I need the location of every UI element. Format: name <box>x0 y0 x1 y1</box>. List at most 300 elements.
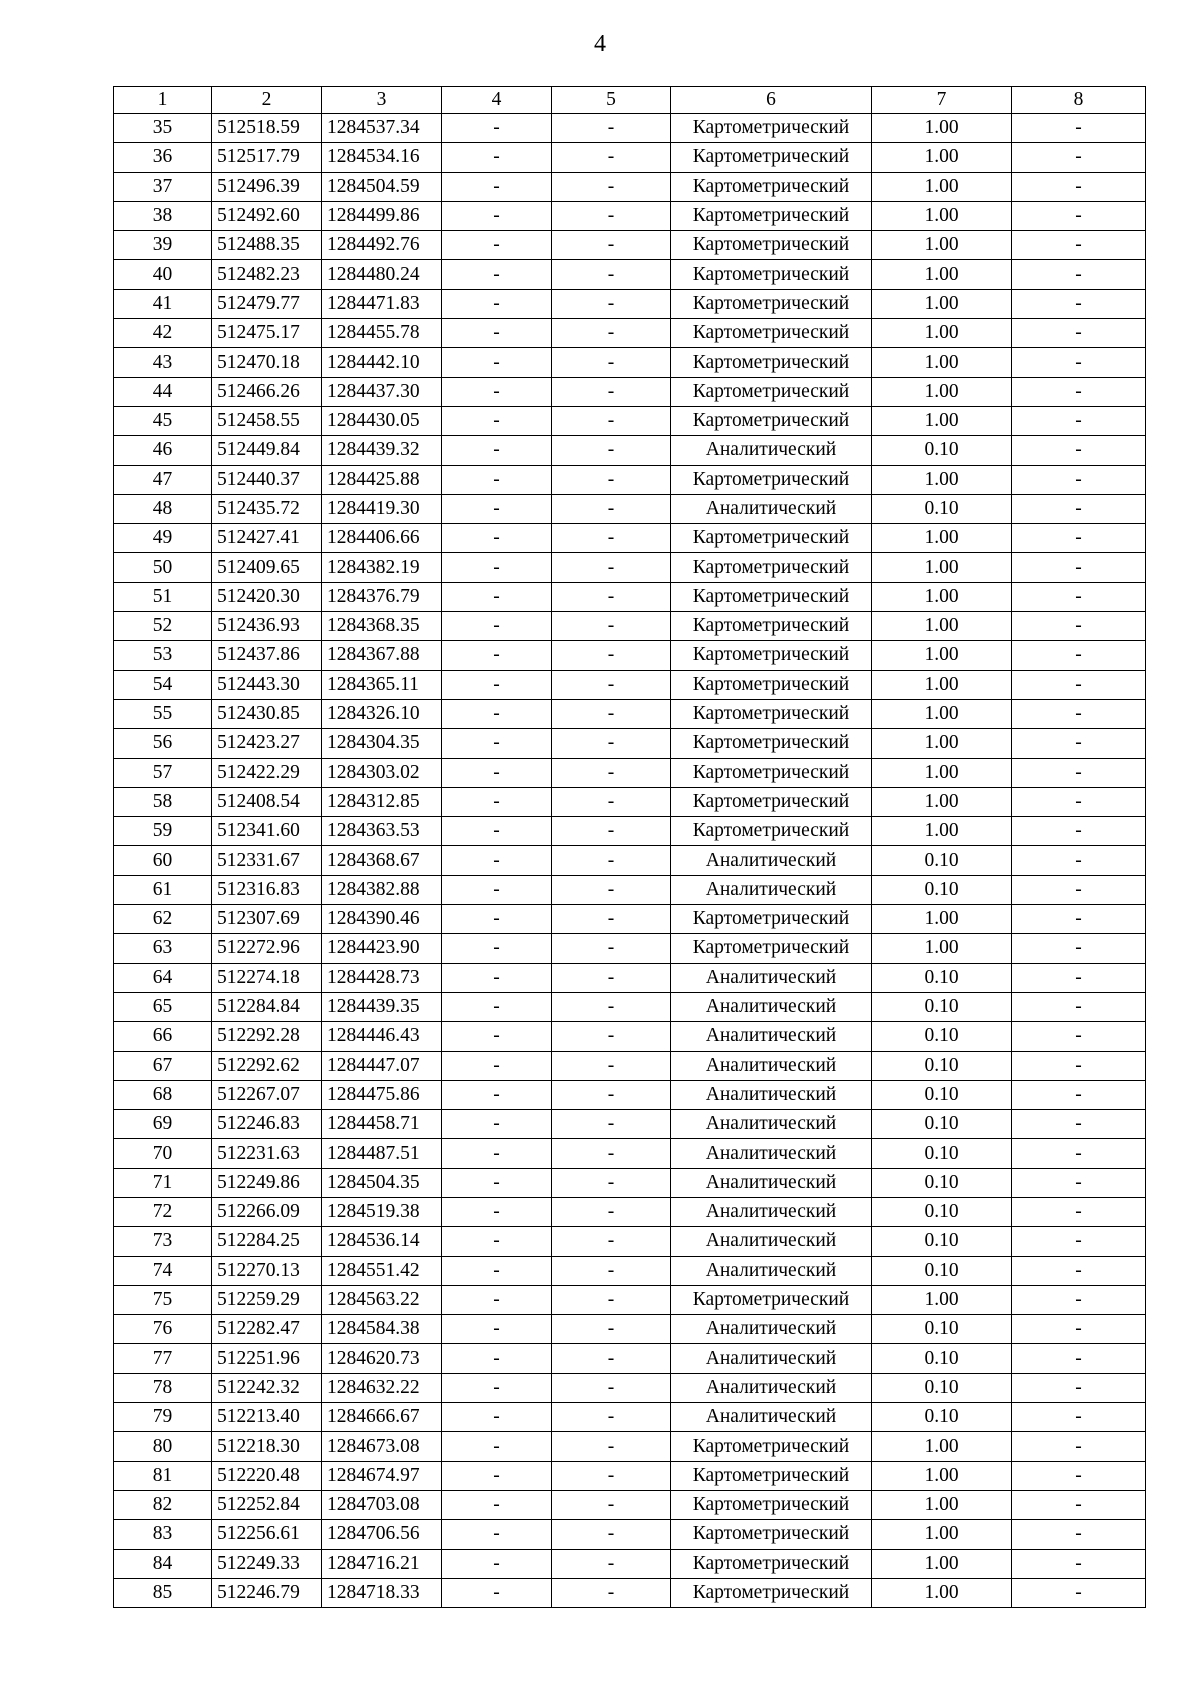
point-number-cell: 76 <box>114 1315 212 1344</box>
table-row <box>114 875 1146 904</box>
method-cell: Картометрический <box>671 582 872 611</box>
x-coordinate-cell: 512242.32 <box>212 1373 322 1402</box>
col-4-value-cell: - <box>442 1315 552 1344</box>
x-coordinate-cell: 512316.83 <box>212 875 322 904</box>
point-number-cell: 51 <box>114 582 212 611</box>
accuracy-cell: 1.00 <box>872 758 1012 787</box>
method-cell: Картометрический <box>671 1520 872 1549</box>
y-coordinate-cell: 1284716.21 <box>322 1549 442 1578</box>
col-5-value-cell: - <box>552 143 671 172</box>
point-number-cell: 60 <box>114 846 212 875</box>
point-number-cell: 57 <box>114 758 212 787</box>
point-number-cell: 67 <box>114 1051 212 1080</box>
x-coordinate-cell: 512437.86 <box>212 641 322 670</box>
col-8-value-cell: - <box>1012 1197 1146 1226</box>
col-4-value-cell: - <box>442 758 552 787</box>
point-number-cell: 54 <box>114 670 212 699</box>
y-coordinate-cell: 1284437.30 <box>322 377 442 406</box>
point-number-cell: 39 <box>114 231 212 260</box>
accuracy-cell: 1.00 <box>872 289 1012 318</box>
accuracy-cell: 0.10 <box>872 1373 1012 1402</box>
point-number-cell: 72 <box>114 1197 212 1226</box>
y-coordinate-cell: 1284363.53 <box>322 817 442 846</box>
point-number-cell: 83 <box>114 1520 212 1549</box>
point-number-cell: 56 <box>114 729 212 758</box>
col-4-value-cell: - <box>442 1403 552 1432</box>
table-row <box>114 934 1146 963</box>
x-coordinate-cell: 512475.17 <box>212 319 322 348</box>
col-5-value-cell: - <box>552 846 671 875</box>
y-coordinate-cell: 1284499.86 <box>322 201 442 230</box>
point-number-cell: 44 <box>114 377 212 406</box>
y-coordinate-cell: 1284367.88 <box>322 641 442 670</box>
col-5-value-cell: - <box>552 436 671 465</box>
col-8-value-cell: - <box>1012 699 1146 728</box>
x-coordinate-cell: 512249.86 <box>212 1168 322 1197</box>
col-8-value-cell: - <box>1012 817 1146 846</box>
coordinates-table <box>113 86 1146 1608</box>
table-row <box>114 436 1146 465</box>
col-4-value-cell: - <box>442 729 552 758</box>
method-cell: Картометрический <box>671 1578 872 1607</box>
y-coordinate-cell: 1284425.88 <box>322 465 442 494</box>
col-5-value-cell: - <box>552 641 671 670</box>
table-row <box>114 582 1146 611</box>
y-coordinate-cell: 1284447.07 <box>322 1051 442 1080</box>
col-5-value-cell: - <box>552 524 671 553</box>
accuracy-cell: 1.00 <box>872 319 1012 348</box>
col-4-value-cell: - <box>442 699 552 728</box>
col-4-value-cell: - <box>442 1227 552 1256</box>
point-number-cell: 62 <box>114 905 212 934</box>
col-8-value-cell: - <box>1012 553 1146 582</box>
col-5-value-cell: - <box>552 817 671 846</box>
col-5-value-cell: - <box>552 260 671 289</box>
table-row <box>114 231 1146 260</box>
point-number-cell: 50 <box>114 553 212 582</box>
method-cell: Картометрический <box>671 465 872 494</box>
col-4-value-cell: - <box>442 348 552 377</box>
x-coordinate-cell: 512259.29 <box>212 1285 322 1314</box>
accuracy-cell: 0.10 <box>872 494 1012 523</box>
method-cell: Аналитический <box>671 1373 872 1402</box>
table-row <box>114 817 1146 846</box>
y-coordinate-cell: 1284504.35 <box>322 1168 442 1197</box>
accuracy-cell: 0.10 <box>872 1403 1012 1432</box>
method-cell: Картометрический <box>671 1461 872 1490</box>
col-8-value-cell: - <box>1012 670 1146 699</box>
point-number-cell: 45 <box>114 406 212 435</box>
accuracy-cell: 1.00 <box>872 172 1012 201</box>
accuracy-cell: 0.10 <box>872 963 1012 992</box>
method-cell: Картометрический <box>671 758 872 787</box>
x-coordinate-cell: 512341.60 <box>212 817 322 846</box>
col-5-value-cell: - <box>552 905 671 934</box>
table-row <box>114 1373 1146 1402</box>
table-row <box>114 1432 1146 1461</box>
y-coordinate-cell: 1284326.10 <box>322 699 442 728</box>
col-8-value-cell: - <box>1012 992 1146 1021</box>
method-cell: Картометрический <box>671 905 872 934</box>
x-coordinate-cell: 512292.62 <box>212 1051 322 1080</box>
y-coordinate-cell: 1284312.85 <box>322 787 442 816</box>
table-row <box>114 1285 1146 1314</box>
point-number-cell: 49 <box>114 524 212 553</box>
col-4-value-cell: - <box>442 1110 552 1139</box>
table-row <box>114 289 1146 318</box>
header-cell-5: 5 <box>552 87 671 114</box>
col-8-value-cell: - <box>1012 465 1146 494</box>
method-cell: Картометрический <box>671 641 872 670</box>
col-4-value-cell: - <box>442 260 552 289</box>
point-number-cell: 36 <box>114 143 212 172</box>
col-5-value-cell: - <box>552 729 671 758</box>
col-4-value-cell: - <box>442 1344 552 1373</box>
point-number-cell: 81 <box>114 1461 212 1490</box>
col-5-value-cell: - <box>552 114 671 143</box>
table-row <box>114 992 1146 1021</box>
col-8-value-cell: - <box>1012 1227 1146 1256</box>
point-number-cell: 71 <box>114 1168 212 1197</box>
point-number-cell: 73 <box>114 1227 212 1256</box>
x-coordinate-cell: 512449.84 <box>212 436 322 465</box>
accuracy-cell: 0.10 <box>872 1197 1012 1226</box>
table-row <box>114 260 1146 289</box>
col-5-value-cell: - <box>552 787 671 816</box>
col-5-value-cell: - <box>552 992 671 1021</box>
accuracy-cell: 1.00 <box>872 377 1012 406</box>
accuracy-cell: 1.00 <box>872 348 1012 377</box>
col-5-value-cell: - <box>552 758 671 787</box>
x-coordinate-cell: 512430.85 <box>212 699 322 728</box>
point-number-cell: 46 <box>114 436 212 465</box>
col-4-value-cell: - <box>442 1168 552 1197</box>
table-row <box>114 1344 1146 1373</box>
col-4-value-cell: - <box>442 1578 552 1607</box>
point-number-cell: 53 <box>114 641 212 670</box>
x-coordinate-cell: 512409.65 <box>212 553 322 582</box>
y-coordinate-cell: 1284439.32 <box>322 436 442 465</box>
table-header <box>114 87 1146 114</box>
col-5-value-cell: - <box>552 201 671 230</box>
y-coordinate-cell: 1284563.22 <box>322 1285 442 1314</box>
col-5-value-cell: - <box>552 231 671 260</box>
col-8-value-cell: - <box>1012 1080 1146 1109</box>
col-8-value-cell: - <box>1012 582 1146 611</box>
accuracy-cell: 1.00 <box>872 406 1012 435</box>
accuracy-cell: 0.10 <box>872 1168 1012 1197</box>
col-8-value-cell: - <box>1012 1344 1146 1373</box>
col-4-value-cell: - <box>442 553 552 582</box>
table-row <box>114 846 1146 875</box>
table-row <box>114 494 1146 523</box>
col-8-value-cell: - <box>1012 231 1146 260</box>
accuracy-cell: 0.10 <box>872 1080 1012 1109</box>
method-cell: Картометрический <box>671 934 872 963</box>
col-4-value-cell: - <box>442 846 552 875</box>
method-cell: Картометрический <box>671 524 872 553</box>
col-4-value-cell: - <box>442 787 552 816</box>
col-8-value-cell: - <box>1012 1315 1146 1344</box>
method-cell: Картометрический <box>671 612 872 641</box>
table-row <box>114 377 1146 406</box>
col-4-value-cell: - <box>442 1285 552 1314</box>
method-cell: Картометрический <box>671 231 872 260</box>
col-8-value-cell: - <box>1012 524 1146 553</box>
y-coordinate-cell: 1284537.34 <box>322 114 442 143</box>
col-4-value-cell: - <box>442 1461 552 1490</box>
accuracy-cell: 1.00 <box>872 1461 1012 1490</box>
accuracy-cell: 0.10 <box>872 1051 1012 1080</box>
col-8-value-cell: - <box>1012 172 1146 201</box>
x-coordinate-cell: 512282.47 <box>212 1315 322 1344</box>
point-number-cell: 69 <box>114 1110 212 1139</box>
col-5-value-cell: - <box>552 465 671 494</box>
point-number-cell: 84 <box>114 1549 212 1578</box>
accuracy-cell: 1.00 <box>872 114 1012 143</box>
x-coordinate-cell: 512331.67 <box>212 846 322 875</box>
method-cell: Картометрический <box>671 699 872 728</box>
col-5-value-cell: - <box>552 1139 671 1168</box>
col-8-value-cell: - <box>1012 1490 1146 1519</box>
col-5-value-cell: - <box>552 699 671 728</box>
method-cell: Картометрический <box>671 172 872 201</box>
col-4-value-cell: - <box>442 231 552 260</box>
col-4-value-cell: - <box>442 670 552 699</box>
point-number-cell: 66 <box>114 1022 212 1051</box>
table-row <box>114 787 1146 816</box>
col-4-value-cell: - <box>442 992 552 1021</box>
method-cell: Картометрический <box>671 201 872 230</box>
col-8-value-cell: - <box>1012 612 1146 641</box>
col-4-value-cell: - <box>442 1490 552 1519</box>
col-4-value-cell: - <box>442 143 552 172</box>
y-coordinate-cell: 1284442.10 <box>322 348 442 377</box>
accuracy-cell: 1.00 <box>872 787 1012 816</box>
col-5-value-cell: - <box>552 289 671 318</box>
table-row <box>114 670 1146 699</box>
x-coordinate-cell: 512270.13 <box>212 1256 322 1285</box>
y-coordinate-cell: 1284551.42 <box>322 1256 442 1285</box>
x-coordinate-cell: 512435.72 <box>212 494 322 523</box>
accuracy-cell: 1.00 <box>872 934 1012 963</box>
point-number-cell: 78 <box>114 1373 212 1402</box>
y-coordinate-cell: 1284706.56 <box>322 1520 442 1549</box>
col-4-value-cell: - <box>442 1080 552 1109</box>
table-row <box>114 1315 1146 1344</box>
col-8-value-cell: - <box>1012 875 1146 904</box>
col-8-value-cell: - <box>1012 846 1146 875</box>
y-coordinate-cell: 1284446.43 <box>322 1022 442 1051</box>
col-4-value-cell: - <box>442 172 552 201</box>
method-cell: Аналитический <box>671 436 872 465</box>
y-coordinate-cell: 1284504.59 <box>322 172 442 201</box>
accuracy-cell: 1.00 <box>872 260 1012 289</box>
accuracy-cell: 0.10 <box>872 1139 1012 1168</box>
method-cell: Картометрический <box>671 377 872 406</box>
table-row <box>114 1403 1146 1432</box>
col-4-value-cell: - <box>442 1373 552 1402</box>
col-8-value-cell: - <box>1012 1168 1146 1197</box>
col-8-value-cell: - <box>1012 1403 1146 1432</box>
point-number-cell: 85 <box>114 1578 212 1607</box>
y-coordinate-cell: 1284423.90 <box>322 934 442 963</box>
col-4-value-cell: - <box>442 641 552 670</box>
table-row <box>114 1110 1146 1139</box>
method-cell: Аналитический <box>671 1315 872 1344</box>
accuracy-cell: 1.00 <box>872 1285 1012 1314</box>
point-number-cell: 77 <box>114 1344 212 1373</box>
method-cell: Аналитический <box>671 963 872 992</box>
col-5-value-cell: - <box>552 612 671 641</box>
accuracy-cell: 0.10 <box>872 1315 1012 1344</box>
col-5-value-cell: - <box>552 582 671 611</box>
table-row <box>114 114 1146 143</box>
col-4-value-cell: - <box>442 875 552 904</box>
y-coordinate-cell: 1284620.73 <box>322 1344 442 1373</box>
point-number-cell: 75 <box>114 1285 212 1314</box>
table-row <box>114 1461 1146 1490</box>
table-row <box>114 641 1146 670</box>
table-row <box>114 1139 1146 1168</box>
col-8-value-cell: - <box>1012 260 1146 289</box>
col-5-value-cell: - <box>552 1285 671 1314</box>
accuracy-cell: 1.00 <box>872 465 1012 494</box>
x-coordinate-cell: 512231.63 <box>212 1139 322 1168</box>
accuracy-cell: 0.10 <box>872 1344 1012 1373</box>
accuracy-cell: 1.00 <box>872 553 1012 582</box>
col-5-value-cell: - <box>552 1110 671 1139</box>
method-cell: Картометрический <box>671 1285 872 1314</box>
x-coordinate-cell: 512218.30 <box>212 1432 322 1461</box>
point-number-cell: 82 <box>114 1490 212 1519</box>
method-cell: Аналитический <box>671 1197 872 1226</box>
point-number-cell: 79 <box>114 1403 212 1432</box>
col-4-value-cell: - <box>442 905 552 934</box>
method-cell: Картометрический <box>671 670 872 699</box>
col-5-value-cell: - <box>552 1520 671 1549</box>
col-4-value-cell: - <box>442 612 552 641</box>
y-coordinate-cell: 1284368.67 <box>322 846 442 875</box>
x-coordinate-cell: 512482.23 <box>212 260 322 289</box>
x-coordinate-cell: 512443.30 <box>212 670 322 699</box>
col-8-value-cell: - <box>1012 143 1146 172</box>
col-8-value-cell: - <box>1012 934 1146 963</box>
y-coordinate-cell: 1284303.02 <box>322 758 442 787</box>
y-coordinate-cell: 1284534.16 <box>322 143 442 172</box>
col-5-value-cell: - <box>552 1490 671 1519</box>
accuracy-cell: 0.10 <box>872 992 1012 1021</box>
col-5-value-cell: - <box>552 1168 671 1197</box>
method-cell: Картометрический <box>671 1432 872 1461</box>
method-cell: Картометрический <box>671 260 872 289</box>
col-5-value-cell: - <box>552 1403 671 1432</box>
method-cell: Аналитический <box>671 1051 872 1080</box>
y-coordinate-cell: 1284382.19 <box>322 553 442 582</box>
x-coordinate-cell: 512213.40 <box>212 1403 322 1432</box>
method-cell: Аналитический <box>671 1403 872 1432</box>
x-coordinate-cell: 512274.18 <box>212 963 322 992</box>
col-5-value-cell: - <box>552 1461 671 1490</box>
y-coordinate-cell: 1284471.83 <box>322 289 442 318</box>
col-4-value-cell: - <box>442 817 552 846</box>
col-4-value-cell: - <box>442 465 552 494</box>
y-coordinate-cell: 1284390.46 <box>322 905 442 934</box>
point-number-cell: 42 <box>114 319 212 348</box>
method-cell: Аналитический <box>671 1168 872 1197</box>
col-5-value-cell: - <box>552 875 671 904</box>
x-coordinate-cell: 512440.37 <box>212 465 322 494</box>
accuracy-cell: 1.00 <box>872 1549 1012 1578</box>
table-row <box>114 348 1146 377</box>
point-number-cell: 35 <box>114 114 212 143</box>
point-number-cell: 59 <box>114 817 212 846</box>
col-8-value-cell: - <box>1012 787 1146 816</box>
col-4-value-cell: - <box>442 114 552 143</box>
col-8-value-cell: - <box>1012 201 1146 230</box>
table-row <box>114 1549 1146 1578</box>
col-8-value-cell: - <box>1012 1520 1146 1549</box>
accuracy-cell: 0.10 <box>872 1227 1012 1256</box>
col-8-value-cell: - <box>1012 436 1146 465</box>
col-8-value-cell: - <box>1012 1256 1146 1285</box>
method-cell: Картометрический <box>671 787 872 816</box>
col-8-value-cell: - <box>1012 319 1146 348</box>
method-cell: Картометрический <box>671 1490 872 1519</box>
col-8-value-cell: - <box>1012 348 1146 377</box>
table-row <box>114 1227 1146 1256</box>
accuracy-cell: 1.00 <box>872 905 1012 934</box>
col-4-value-cell: - <box>442 1432 552 1461</box>
col-4-value-cell: - <box>442 201 552 230</box>
y-coordinate-cell: 1284428.73 <box>322 963 442 992</box>
table-row <box>114 172 1146 201</box>
method-cell: Аналитический <box>671 846 872 875</box>
col-8-value-cell: - <box>1012 729 1146 758</box>
header-cell-8: 8 <box>1012 87 1146 114</box>
col-4-value-cell: - <box>442 377 552 406</box>
x-coordinate-cell: 512479.77 <box>212 289 322 318</box>
y-coordinate-cell: 1284406.66 <box>322 524 442 553</box>
method-cell: Картометрический <box>671 729 872 758</box>
col-8-value-cell: - <box>1012 1373 1146 1402</box>
y-coordinate-cell: 1284304.35 <box>322 729 442 758</box>
table-row <box>114 1256 1146 1285</box>
method-cell: Картометрический <box>671 817 872 846</box>
point-number-cell: 43 <box>114 348 212 377</box>
header-cell-2: 2 <box>212 87 322 114</box>
method-cell: Аналитический <box>671 1256 872 1285</box>
accuracy-cell: 1.00 <box>872 231 1012 260</box>
table-row <box>114 729 1146 758</box>
accuracy-cell: 1.00 <box>872 201 1012 230</box>
x-coordinate-cell: 512496.39 <box>212 172 322 201</box>
y-coordinate-cell: 1284382.88 <box>322 875 442 904</box>
col-5-value-cell: - <box>552 406 671 435</box>
col-8-value-cell: - <box>1012 641 1146 670</box>
x-coordinate-cell: 512408.54 <box>212 787 322 816</box>
accuracy-cell: 0.10 <box>872 1022 1012 1051</box>
y-coordinate-cell: 1284519.38 <box>322 1197 442 1226</box>
accuracy-cell: 1.00 <box>872 729 1012 758</box>
x-coordinate-cell: 512518.59 <box>212 114 322 143</box>
table-row <box>114 465 1146 494</box>
method-cell: Картометрический <box>671 348 872 377</box>
col-8-value-cell: - <box>1012 1110 1146 1139</box>
col-5-value-cell: - <box>552 319 671 348</box>
col-5-value-cell: - <box>552 1549 671 1578</box>
y-coordinate-cell: 1284439.35 <box>322 992 442 1021</box>
